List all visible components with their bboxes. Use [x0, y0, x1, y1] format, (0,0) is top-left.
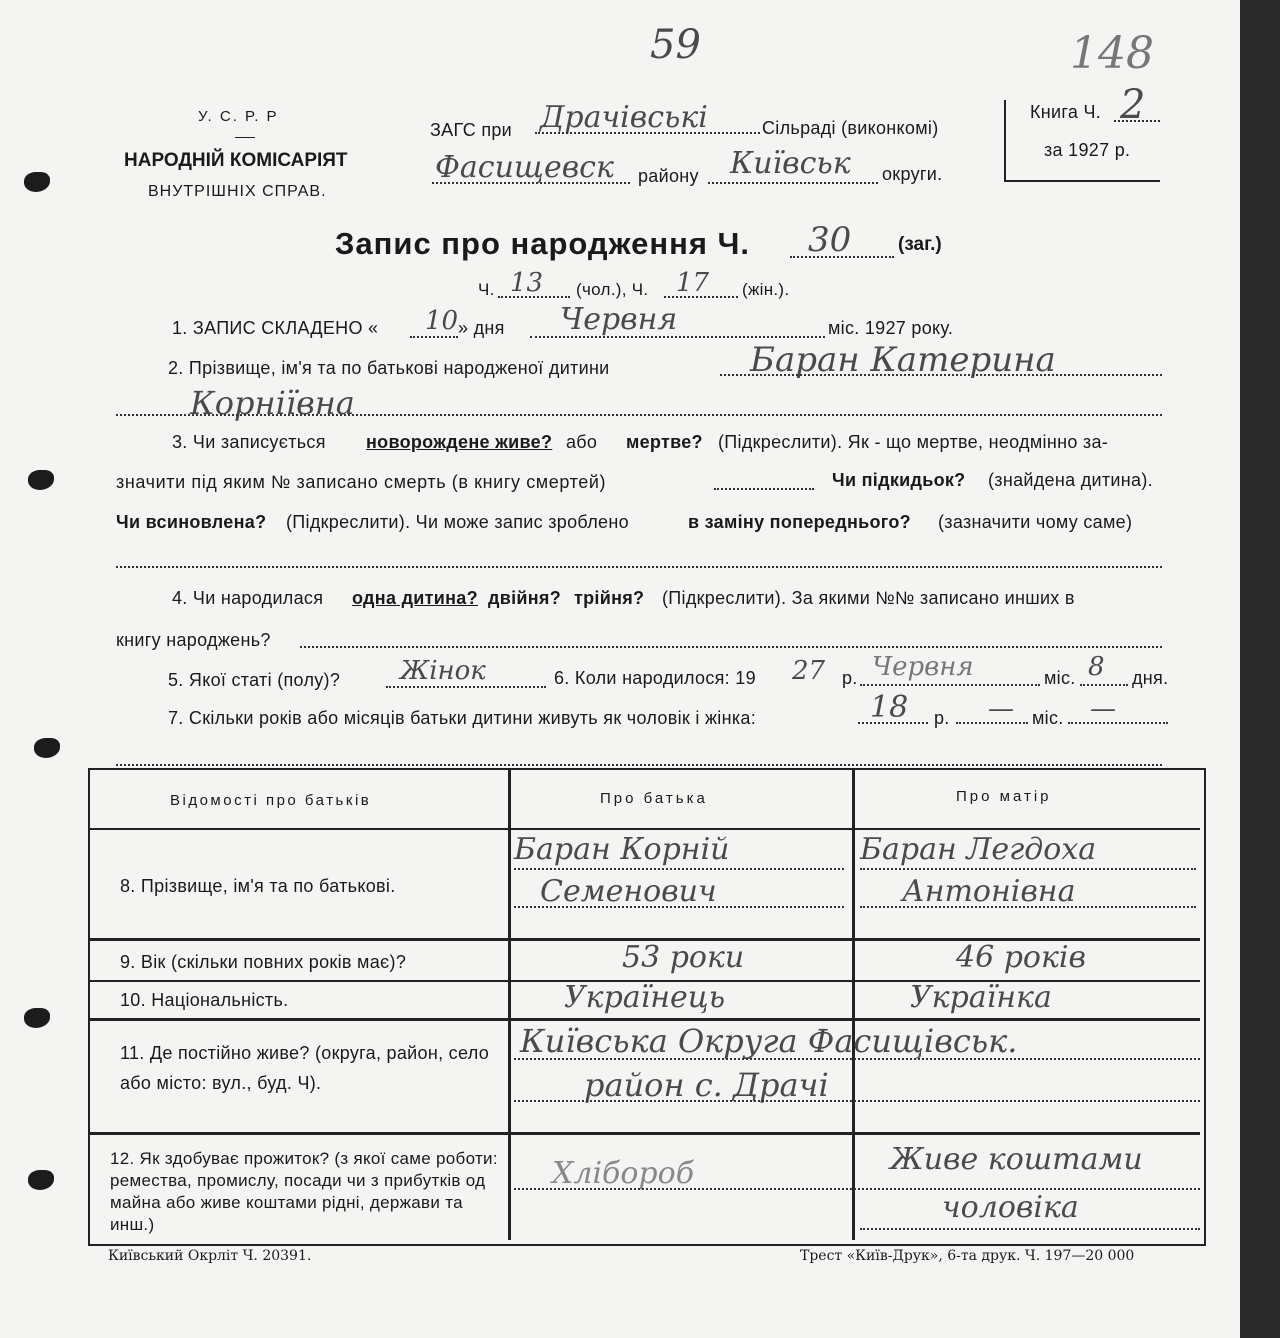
mother-livelihood-2: чоловіка — [942, 1190, 1079, 1225]
mother-nationality: Українка — [910, 980, 1052, 1015]
q3-t6: значити під яким № записано смерть (в книгу смертей) — [116, 472, 607, 492]
corner-number: 148 — [1070, 28, 1154, 79]
q3-t11: в заміну попереднього? — [688, 512, 911, 532]
residence-line1: Київська Округа Фасищівськ. — [520, 1022, 1018, 1060]
q6-year: 27 — [792, 656, 826, 686]
q6-dnia: дня. — [1132, 668, 1169, 688]
zags-prefix: ЗАГС при — [430, 120, 513, 140]
q3-t3: або — [566, 432, 598, 452]
q4-t3: двійня? — [488, 588, 562, 608]
row-name-label: 8. Прізвище, ім'я та по батькові. — [120, 876, 396, 896]
header-parents: Відомості про батьків — [170, 792, 372, 809]
q1-prefix: 1. ЗАПИС СКЛАДЕНО « — [172, 318, 379, 338]
q7-months: — — [988, 694, 1014, 724]
q5-label: 5. Якої статі (полу)? — [168, 670, 341, 690]
q7-years: 18 — [870, 690, 909, 725]
q6-month: Червня — [872, 652, 974, 682]
book-year: за 1927 р. — [1044, 140, 1131, 160]
village-name: Драчівські — [540, 100, 708, 135]
district-name: Фасищевск — [435, 150, 614, 185]
q2-value1: Баран Катерина — [750, 340, 1056, 380]
record-number: 30 — [808, 220, 852, 260]
mother-age: 46 років — [956, 940, 1086, 975]
q6-mis: міс. — [1044, 668, 1076, 688]
q2-label: 2. Прізвище, ім'я та по батькові народженої дитини — [168, 358, 610, 378]
q1-month: Червня — [560, 302, 678, 337]
q4-t6: книгу народжень? — [116, 630, 271, 650]
q3-t1: 3. Чи записується — [172, 432, 326, 452]
okruha-name: Київськ — [730, 146, 851, 181]
male-number: 13 — [510, 268, 544, 298]
female-number: 17 — [676, 268, 710, 298]
q7-mis: міс. — [1032, 708, 1064, 728]
q1-suffix: міс. 1927 року. — [828, 318, 954, 338]
header-father: Про батька — [600, 790, 708, 807]
footer-right: Трест «Київ-Друк», 6-та друк. Ч. 197—20 000 — [800, 1248, 1135, 1264]
commissariat-subtitle: ВНУТРІШНІХ СПРАВ. — [148, 183, 327, 200]
q3-t4: мертве? — [626, 432, 703, 452]
commissariat-title: НАРОДНІЙ КОМІСАРІЯТ — [124, 150, 348, 171]
father-name-2: Семенович — [540, 874, 717, 909]
q1-day: 10 — [425, 306, 459, 336]
q3-t12: (зазначити чому саме) — [938, 512, 1133, 532]
q7-label: 7. Скільки років або місяців батьки дитини живуть як чоловік і жінка: — [168, 708, 757, 728]
q3-t7: Чи підкидьок? — [832, 470, 966, 490]
q7-dash: — — [1090, 694, 1116, 724]
district-label: району — [638, 166, 699, 186]
mother-name-1: Баран Легдоха — [860, 832, 1097, 867]
father-name-1: Баран Корній — [514, 832, 730, 867]
father-livelihood: Хлібороб — [552, 1156, 695, 1191]
q3-t8: (знайдена дитина). — [988, 470, 1153, 490]
q2-value2: Корніївна — [190, 384, 355, 422]
q6-day: 8 — [1088, 652, 1105, 682]
book-number: 2 — [1120, 82, 1146, 128]
father-age: 53 роки — [622, 940, 745, 975]
q4-t1: 4. Чи народилася — [172, 588, 324, 608]
page-number: 59 — [650, 22, 701, 68]
father-nationality: Українець — [564, 980, 726, 1015]
q3-t10: (Підкреслити). Чи може запис зроблено — [286, 512, 629, 532]
row-residence-label: 11. Де постійно живе? (округа, район, село або місто: вул., буд. Ч). — [120, 1043, 490, 1093]
council-label: Сільраді (виконкомі) — [762, 118, 939, 138]
okruha-label: округи. — [882, 164, 943, 184]
q6-label: 6. Коли народилося: 19 — [554, 668, 756, 688]
q6-r: р. — [842, 668, 858, 688]
q5-value: Жінок — [400, 656, 486, 686]
q4-t5: (Підкреслити). За якими №№ записано инших в — [662, 588, 1075, 608]
residence-line2: район с. Драчі — [584, 1066, 829, 1104]
q4-t4: трійня? — [574, 588, 645, 608]
mother-name-2: Антонівна — [902, 874, 1076, 909]
q3-t9: Чи всиновлена? — [116, 512, 267, 532]
header-mother: Про матір — [956, 788, 1052, 805]
row-nationality-label: 10. Національність. — [120, 990, 289, 1010]
female-label: (жін.). — [742, 280, 790, 299]
parents-table — [88, 768, 1206, 1246]
row-livelihood-label: 12. Як здобуває прожиток? (з якої саме роботи: ремества, промислу, посади чи з прибутків од майна або живе коштами рідні, держави та инш.) — [110, 1149, 498, 1234]
q4-t2: одна дитина? — [352, 588, 478, 608]
footer-left: Київський Окрліт Ч. 20391. — [108, 1248, 312, 1264]
q3-t2: новорождене живе? — [366, 432, 553, 452]
male-label: (чол.), Ч. — [576, 280, 649, 299]
gender-ch: Ч. — [478, 280, 495, 299]
book-label: Книга Ч. — [1030, 102, 1102, 122]
scan-edge — [1240, 0, 1280, 1338]
q1-mid: » дня — [458, 318, 505, 338]
record-suffix: (заг.) — [898, 234, 942, 255]
republic-label: У. С. Р. Р — [198, 108, 279, 125]
mother-livelihood-1: Живе коштами — [890, 1142, 1143, 1177]
record-title: Запис про народження Ч. — [335, 226, 750, 261]
q7-r: р. — [934, 708, 950, 728]
row-age-label: 9. Вік (скільки повних років має)? — [120, 952, 407, 972]
q3-t5: (Підкреслити). Як - що мертве, неодмінно за- — [718, 432, 1109, 452]
